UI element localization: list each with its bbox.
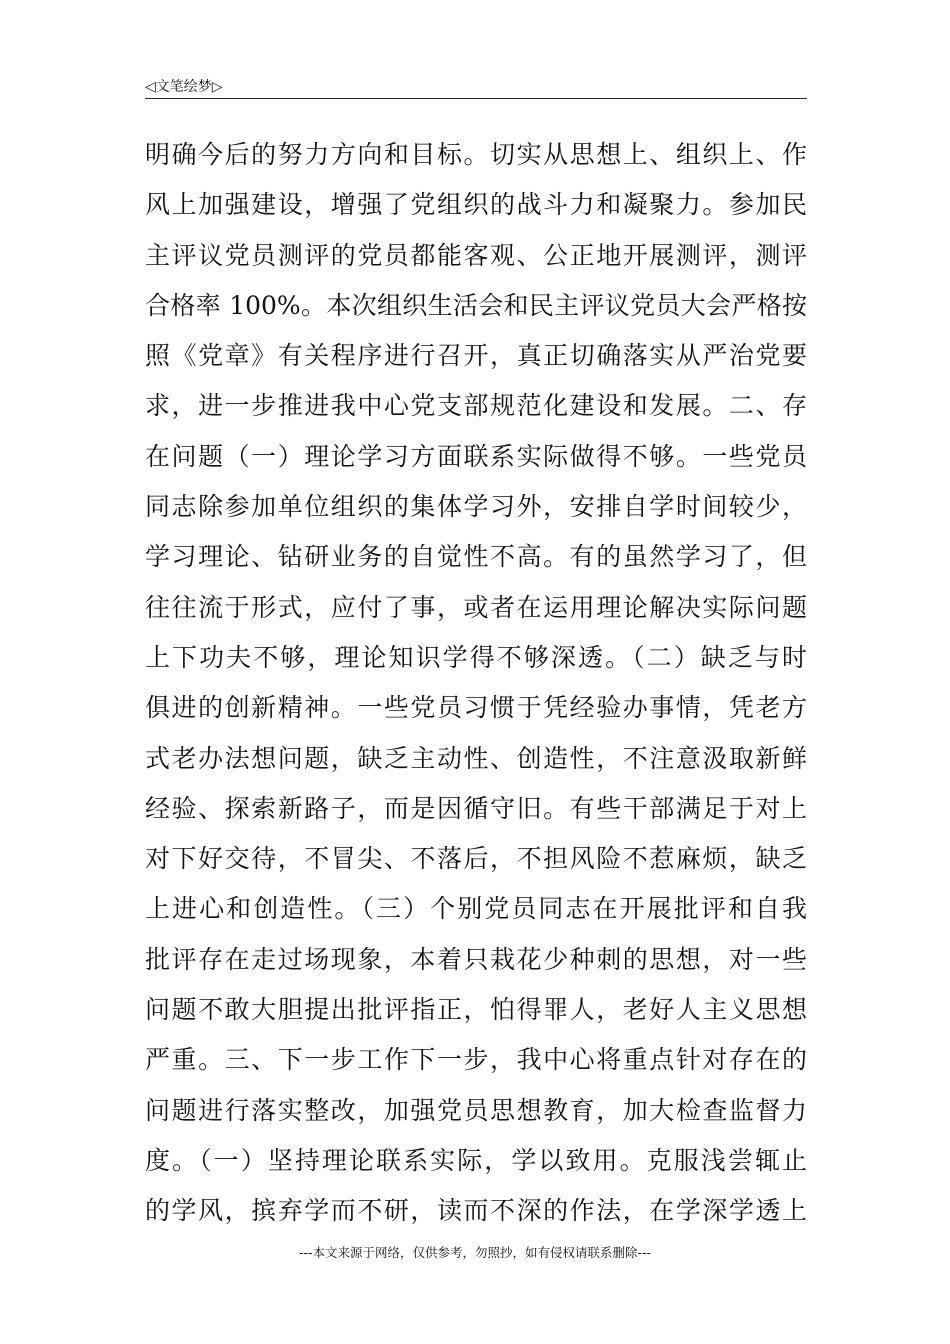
- document-body: [145, 130, 807, 1237]
- page-footer-notice: ---本文来源于网络，仅供参考，勿照抄，如有侵权请联系删除---: [298, 1245, 652, 1260]
- page-header: [145, 72, 807, 99]
- body-line: 同志除参加单位组织的集体学习外，安排自学时间较少，: [145, 492, 807, 522]
- body-line: 度。（一）坚持理论联系实际，学以致用。克服浅尝辄止: [145, 1145, 807, 1175]
- body-line: 合格率 100%。本次组织生活会和民主评议党员大会严格按: [145, 290, 807, 320]
- body-line: 在问题（一）理论学习方面联系实际做得不够。一些党员: [145, 441, 807, 471]
- body-line: 明确今后的努力方向和目标。切实从思想上、组织上、作: [145, 140, 807, 169]
- body-line: 风上加强建设，增强了党组织的战斗力和凝聚力。参加民: [145, 190, 807, 220]
- body-line: 式老办法想问题，缺乏主动性、创造性，不注意汲取新鲜: [145, 743, 807, 773]
- body-line: 俱进的创新精神。一些党员习惯于凭经验办事情，凭老方: [145, 693, 807, 723]
- body-line: 经验、探索新路子，而是因循守旧。有些干部满足于对上: [145, 793, 807, 823]
- body-line: 照《党章》有关程序进行召开，真正切确落实从严治党要: [145, 341, 807, 371]
- body-line: 上下功夫不够，理论知识学得不够深透。（二）缺乏与时: [145, 642, 807, 672]
- body-line: 上进心和创造性。（三）个别党员同志在开展批评和自我: [145, 894, 807, 924]
- header-title: ◁文笔绘梦▷: [145, 79, 223, 95]
- body-line: 对下好交待，不冒尖、不落后，不担风险不惹麻烦，缺乏: [145, 844, 807, 874]
- body-line: 严重。三、下一步工作下一步，我中心将重点针对存在的: [145, 1045, 807, 1075]
- body-line: 主评议党员测评的党员都能客观、公正地开展测评，测评: [145, 240, 807, 270]
- body-line: 的学风，摈弃学而不研，读而不深的作法，在学深学透上: [145, 1196, 807, 1226]
- body-line: 问题不敢大胆提出批评指正，怕得罪人，老好人主义思想: [145, 995, 807, 1025]
- body-line: 往往流于形式，应付了事，或者在运用理论解决实际问题: [145, 592, 807, 622]
- body-line: 求，进一步推进我中心党支部规范化建设和发展。二、存: [145, 391, 807, 421]
- body-line: 学习理论、钻研业务的自觉性不高。有的虽然学习了，但: [145, 542, 807, 572]
- body-line: 批评存在走过场现象，本着只栽花少种刺的思想，对一些: [145, 944, 807, 974]
- body-line: 问题进行落实整改，加强党员思想教育，加大检查监督力: [145, 1095, 807, 1125]
